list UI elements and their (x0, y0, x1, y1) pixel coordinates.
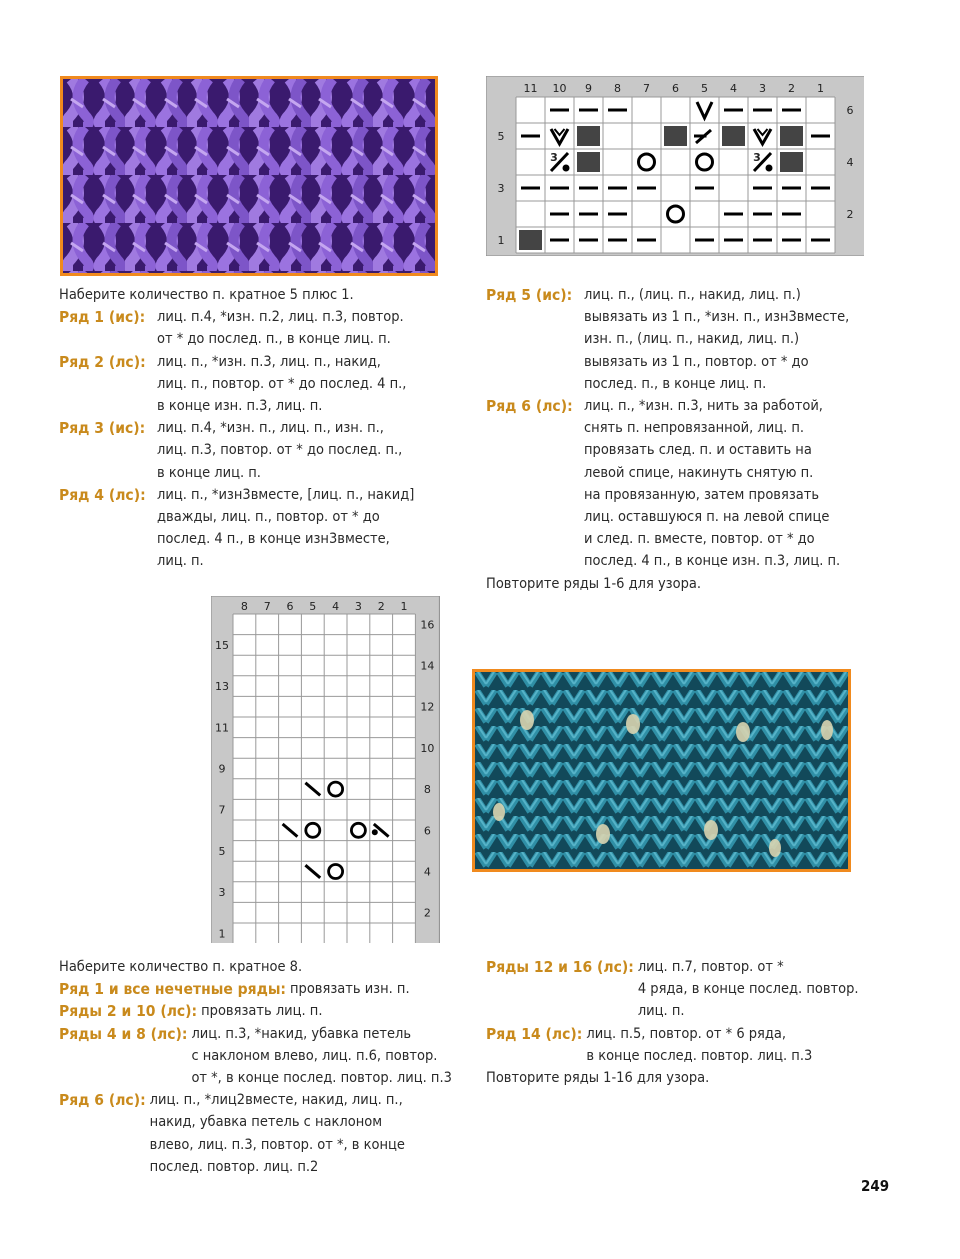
row-text-line: от *, в конце послед. повтор. лиц. п.3 (191, 1070, 452, 1087)
row-number: 2 (423, 906, 431, 920)
row-text-line: на провязанную, затем провязать (584, 486, 820, 503)
row-text-line: в конце изн. п.3, лиц. п. (157, 398, 323, 415)
row-text-line: лиц. п.5, повтор. от * 6 ряда, (586, 1025, 787, 1042)
row-text-line: лиц. п., повтор. от * до послед. 4 п., (157, 375, 407, 392)
row-label: Ряд 1 и все нечетные ряды: (59, 980, 287, 999)
column-number: 11 (523, 82, 538, 95)
row-text-line: в конце лиц. п. (157, 464, 261, 481)
decrease-dot (766, 165, 773, 172)
row-label: Ряд 4 (лс): (59, 485, 146, 504)
row-number: 7 (218, 803, 226, 817)
decrease-3-number: 3 (550, 151, 558, 164)
row-number: 3 (218, 886, 226, 900)
row-text-line: лиц. п., (лиц. п., накид, лиц. п.) (584, 287, 801, 303)
row-text-line: и след. п. вместе, повтор. от * до (584, 531, 815, 548)
row-number: 4 (846, 156, 854, 169)
instruction-row (59, 306, 459, 350)
row-number: 6 (423, 824, 431, 838)
row-number: 1 (218, 927, 226, 941)
column-number: 6 (286, 600, 294, 613)
row-text-line: левой спице, накинуть снятую п. (584, 464, 814, 481)
row-text-line: провязать изн. п. (290, 981, 410, 998)
column-number: 1 (817, 82, 824, 95)
row-number: 4 (423, 865, 431, 879)
pattern1-cast-on: Наберите количество п. кратное 5 плюс 1. (59, 287, 354, 303)
row-text-line: лиц. п., *изн. п.3, лиц. п., накид, (157, 353, 381, 370)
row-text-line: послед. 4 п., в конце изн. п.3, лиц. п. (584, 553, 841, 570)
row-text-line: накид, убавка петель с наклоном (149, 1114, 383, 1131)
row-label: Ряд 14 (лс): (486, 1024, 583, 1043)
pattern2-instructions-right (486, 956, 906, 1089)
column-number: 8 (240, 600, 248, 613)
instruction-row (59, 351, 459, 418)
row-number: 15 (215, 638, 229, 652)
decrease-dot (372, 829, 378, 835)
instruction-row (59, 1089, 459, 1178)
pattern2-repeat: Повторите ряды 1-16 для узора. (486, 1070, 710, 1087)
column-number: 8 (614, 82, 621, 95)
pattern1-repeat: Повторите ряды 1-6 для узора. (486, 575, 702, 592)
row-text-line: в конце послед. повтор. лиц. п.3 (586, 1047, 813, 1064)
column-number: 3 (354, 600, 362, 613)
row-number: 8 (423, 783, 431, 797)
row-label: Ряд 1 (ис): (59, 308, 146, 327)
row-number: 6 (846, 104, 854, 117)
row-label: Ряды 4 и 8 (лс): (59, 1024, 188, 1043)
column-number: 7 (643, 82, 650, 95)
instruction-row (59, 1023, 459, 1090)
row-text-line: лиц. п., *изн3вместе, [лиц. п., накид] (157, 486, 415, 503)
row-text-line: послед. п., в конце лиц. п. (584, 375, 767, 392)
pattern2-cast-on: Наберите количество п. кратное 8. (59, 959, 303, 975)
row-number: 10 (420, 741, 435, 755)
instruction-row (59, 1000, 459, 1022)
pattern1-chart (486, 76, 864, 256)
row-text-line: дважды, лиц. п., повтор. от * до (157, 509, 380, 526)
row-number: 5 (497, 130, 505, 143)
no-stitch-cell (577, 126, 600, 146)
teal-swatch-photo (472, 669, 851, 872)
no-stitch-cell (722, 126, 745, 146)
row-text-line: вывязать из 1 п., повтор. от * до (584, 353, 809, 370)
row-text-line: лиц. п.7, повтор. от * (637, 959, 784, 975)
row-label: Ряды 12 и 16 (лс): (486, 958, 634, 976)
pattern1-instructions-right (486, 284, 906, 595)
row-label: Ряд 5 (ис): (486, 286, 573, 304)
row-label: Ряд 6 (лс): (59, 1091, 146, 1110)
column-number: 5 (701, 82, 708, 95)
instruction-row (486, 1023, 906, 1067)
column-number: 5 (309, 600, 317, 613)
instruction-row (59, 978, 459, 1000)
row-text-line: лиц. п.3, повтор. от * до послед. п., (157, 442, 403, 459)
row-text-line: от * до послед. п., в конце лиц. п. (157, 331, 391, 348)
row-text-line: с наклоном влево, лиц. п.6, повтор. (191, 1047, 438, 1064)
row-text-line: вывязать из 1 п., *изн. п., изн3вместе, (584, 309, 850, 326)
no-stitch-cell (577, 152, 600, 172)
column-number: 1 (400, 600, 408, 613)
row-text-line: лиц. оставшуюся п. на левой спице (584, 509, 830, 526)
row-text-line: лиц. п., *лиц2вместе, накид, лиц. п., (149, 1092, 403, 1109)
row-text-line: влево, лиц. п.3, повтор. от *, в конце (149, 1136, 405, 1153)
no-stitch-cell (519, 230, 542, 250)
pattern2-instructions-left (59, 956, 459, 1178)
column-number: 10 (552, 82, 567, 95)
column-number: 4 (730, 82, 737, 95)
column-number: 3 (759, 82, 766, 95)
row-text-line: лиц. п., *изн. п.3, нить за работой, (584, 398, 823, 415)
column-number: 7 (263, 600, 271, 613)
row-number: 13 (215, 680, 229, 694)
row-number: 14 (420, 659, 435, 673)
no-stitch-cell (780, 126, 803, 146)
purple-swatch-photo (60, 76, 438, 276)
column-number: 4 (332, 600, 340, 613)
row-text-line: послед. повтор. лиц. п.2 (149, 1158, 319, 1175)
column-number: 9 (585, 82, 592, 95)
row-number: 9 (218, 762, 226, 776)
row-text-line: снять п. непровязанной, лиц. п. (584, 420, 805, 437)
decrease-3-number: 3 (753, 151, 761, 164)
row-label: Ряд 3 (ис): (59, 419, 146, 438)
page-number: 249 (861, 1177, 890, 1195)
row-text-line: послед. 4 п., в конце изн3вместе, (157, 531, 390, 548)
pattern1-instructions-left (59, 284, 459, 573)
row-number: 5 (218, 844, 226, 858)
row-number: 2 (846, 208, 854, 221)
row-text-line: провязать лиц. п. (201, 1003, 323, 1020)
decrease-dot (563, 165, 570, 172)
column-number: 2 (788, 82, 795, 95)
row-text-line: лиц. п. (157, 553, 204, 570)
row-text-line: лиц. п.4, *изн. п., лиц. п., изн. п., (157, 420, 384, 437)
row-number: 1 (497, 234, 505, 247)
row-number: 12 (420, 700, 435, 714)
instruction-row (486, 395, 906, 573)
row-label: Ряды 2 и 10 (лс): (59, 1002, 198, 1021)
instruction-row (486, 956, 906, 1023)
row-number: 11 (215, 721, 229, 735)
column-number: 6 (672, 82, 679, 95)
row-text-line: лиц. п.3, *накид, убавка петель (191, 1025, 412, 1042)
row-label: Ряд 6 (лс): (486, 397, 573, 416)
row-text-line: лиц. п.4, *изн. п.2, лиц. п.3, повтор. (157, 309, 404, 326)
row-label: Ряд 2 (лс): (59, 352, 146, 371)
instruction-row (59, 484, 459, 573)
instruction-row (59, 417, 459, 484)
no-stitch-cell (780, 152, 803, 172)
row-text-line: 4 ряда, в конце послед. повтор. (637, 981, 859, 998)
row-text-line: провязать след. п. и оставить на (584, 442, 812, 459)
instruction-row (486, 284, 906, 395)
row-number: 3 (497, 182, 505, 195)
pattern2-chart (211, 596, 440, 943)
row-text-line: изн. п., (лиц. п., накид, лиц. п.) (584, 331, 800, 348)
no-stitch-cell (664, 126, 687, 146)
column-number: 2 (377, 600, 385, 613)
row-text-line: лиц. п. (637, 1003, 685, 1020)
row-number: 16 (420, 618, 435, 632)
